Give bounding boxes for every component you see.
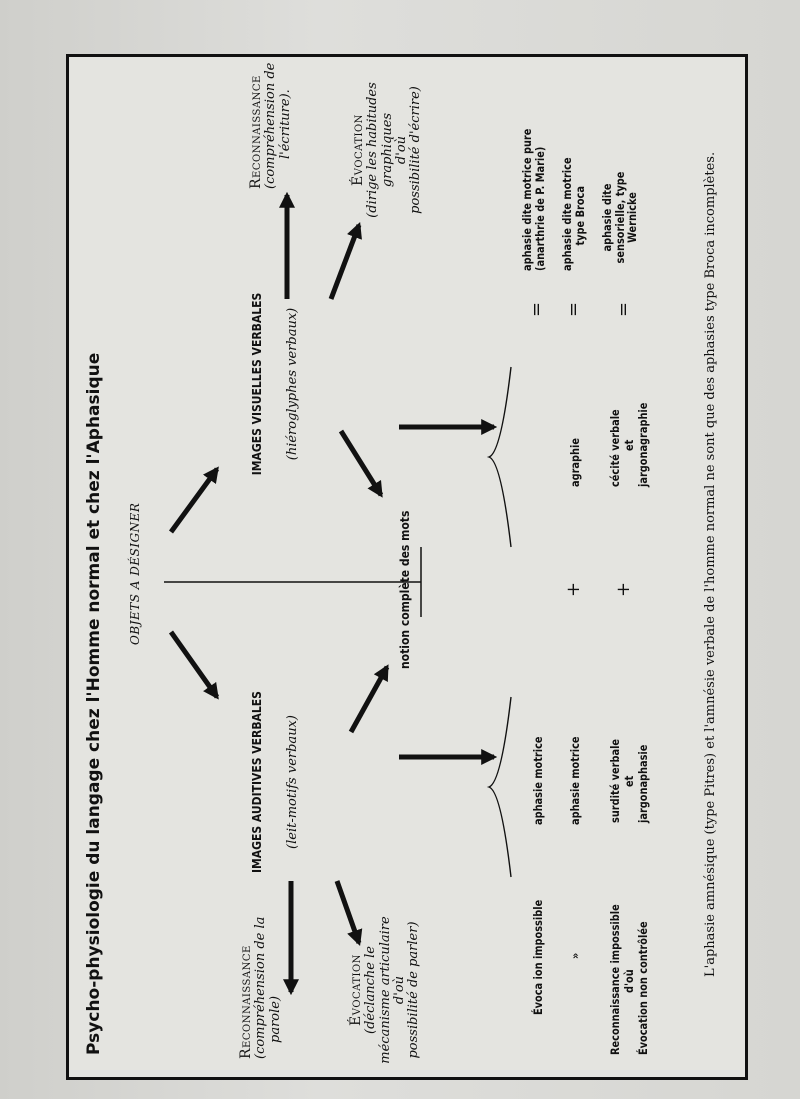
op-equals-3: = (613, 301, 634, 317)
result-3-line2: sensorielle, type (612, 171, 627, 264)
left-reco-head: Reconnaissance (238, 945, 254, 1059)
cond-agraphie: agraphie (568, 438, 582, 487)
left-reco-line2: parole) (267, 995, 283, 1043)
row-label-evocation: Évoca ion impossible (531, 899, 545, 1015)
right-evoc-line1: (dirige les habitudes (365, 82, 381, 218)
images-auditives (251, 687, 300, 877)
result-3-line3: Wernicke (625, 192, 640, 243)
footer-note: L'aphasie amnésique (type Pitres) et l'amnésie verbale de l'homme normal ne sont que des aphasies type Broca incomplètes. (703, 151, 718, 977)
brace-visuelles (489, 367, 511, 547)
result-1-line1: aphasie dite motrice pure (520, 128, 534, 271)
cond-jargonaphasie: jargonaphasie (636, 744, 650, 823)
left-evoc-line2: mécanisme articulaire (377, 916, 393, 1064)
result-broca (561, 157, 586, 271)
diagram-canvas (69, 57, 745, 1077)
result-motrice-pure (521, 129, 546, 271)
visuelles-subtitle: (hiéroglyphes verbaux) (285, 307, 301, 461)
row-label-ditto: » (568, 952, 582, 959)
right-reco-line1: (compréhension de (263, 62, 279, 189)
diagram-plate (66, 54, 748, 1080)
cond-et-1: et (622, 775, 636, 787)
auditives-subtitle: (leit-motifs verbaux) (285, 715, 301, 849)
result-3-line1: aphasie dite (600, 183, 614, 252)
right-evoc-line2: graphiques (379, 112, 395, 188)
left-evoc-head: Évocation (348, 954, 364, 1026)
arrow-objets-auditives (171, 632, 217, 697)
row-label-evocation-non: Évocation non contrôlée (636, 921, 650, 1055)
right-evoc-head: Évocation (350, 114, 366, 186)
images-visuelles (251, 289, 300, 479)
op-equals-2: = (563, 301, 584, 317)
arrow-visuelles-notion (341, 431, 381, 495)
auditives-title: IMAGES AUDITIVES VERBALES (250, 691, 264, 873)
diagram-title: Psycho-physiologie du langage chez l'Homme normal et chez l'Aphasique (84, 352, 104, 1055)
op-plus-1: + (563, 581, 584, 597)
cond-et-2: et (622, 439, 636, 451)
left-evoc-line4: possibilité de parler) (406, 921, 422, 1059)
row-label-reconnaissance: Reconnaissance impossible (608, 904, 622, 1055)
right-evoc-line3: d'où (393, 135, 409, 165)
arrow-visuelles-evocation (331, 225, 359, 299)
op-equals-1: = (526, 301, 547, 317)
left-reco-line1: (compréhension de la (253, 916, 269, 1059)
result-wernicke (601, 158, 639, 277)
cond-cecite-verbale: cécité verbale (608, 409, 622, 487)
cond-surdite-verbale: surdité verbale (608, 738, 622, 823)
cond-jargonagraphie: jargonagraphie (636, 402, 650, 487)
result-2-line2: type Broca (572, 186, 587, 246)
right-reco-head: Reconnaissance (248, 75, 264, 189)
right-reco-line2: l'écriture). (277, 89, 293, 159)
left-reconnaissance (239, 917, 283, 1059)
right-reconnaissance (249, 63, 293, 189)
brace-auditives (489, 697, 511, 877)
op-plus-2: + (613, 581, 634, 597)
right-evoc-line4: possibilité d'écrire) (408, 86, 424, 214)
left-evoc-line1: (déclanche le (363, 946, 379, 1034)
right-evocation (351, 65, 424, 235)
cond-aphasie-motrice-1: aphasie motrice (531, 736, 545, 825)
result-1-line2: (anarthrie de P. Marie) (532, 146, 547, 271)
arrow-objets-visuelles (171, 469, 217, 532)
objets-label: OBJETS A DÉSIGNER (128, 502, 142, 645)
left-evoc-line3: d'où (391, 975, 407, 1005)
arrow-auditives-notion (351, 667, 387, 732)
visuelles-title: IMAGES VISUELLES VERBALES (250, 292, 264, 476)
left-evocation (349, 915, 422, 1065)
result-2-line1: aphasie dite motrice (560, 157, 574, 271)
row-label-dou: d'où (622, 969, 636, 993)
cond-aphasie-motrice-2: aphasie motrice (568, 736, 582, 825)
notion-label: notion complète des mots (398, 510, 412, 669)
